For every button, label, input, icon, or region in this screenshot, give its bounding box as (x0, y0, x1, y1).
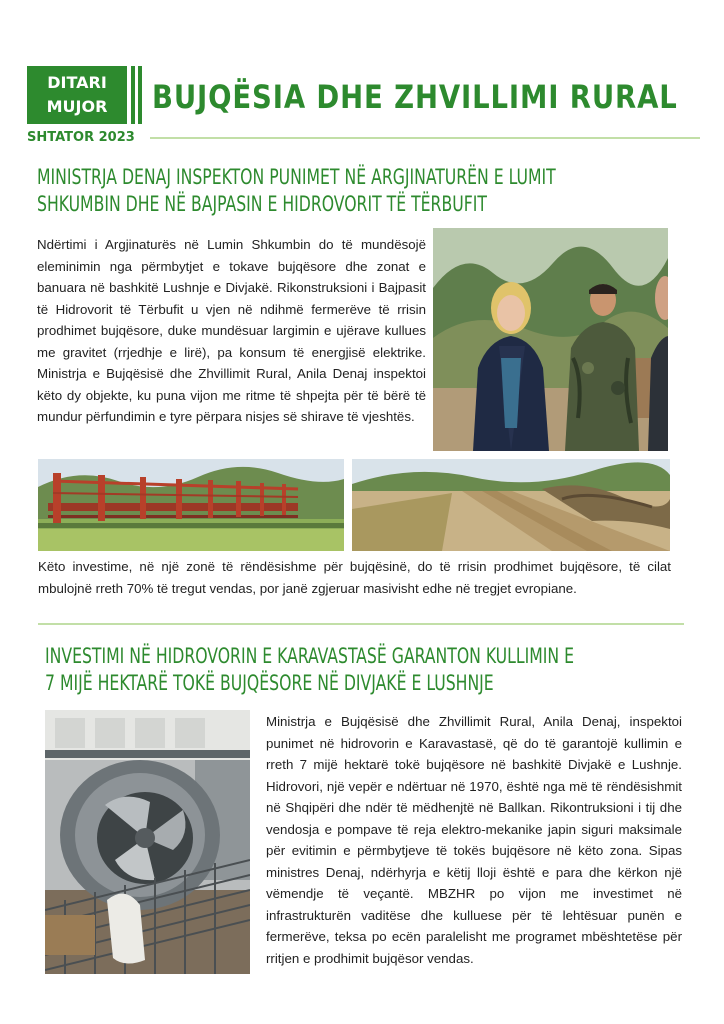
photo-pump-station (45, 710, 250, 974)
masthead-date: SHTATOR 2023 (27, 130, 135, 145)
section-divider (38, 623, 684, 625)
photo-bypass-structure (38, 459, 344, 551)
masthead-title: BUJQËSIA DHE ZHVILLIMI RURAL (152, 78, 678, 116)
masthead-separator-bar (138, 66, 142, 124)
photo-river-embankment (352, 459, 670, 551)
masthead-separator-bar (131, 66, 135, 124)
article2-body: Ministrja e Bujqësisë dhe Zhvillimit Rural, Anila Denaj, inspektoi punimet në hidrovorin e Karavastasë, që do të garantojë kullimin e rreth 7 mijë hektarë tokë bujqësore në bashkitë Divjakë e Lushnje. Hidrovori, një vepër e ndërtuar në 1970, është nga më të rëndësishmit në Shqipëri dhe ndër të mëdhenjtë në Ballkan. Rikontruksioni i tij dhe vendosja e pompave të reja elektro-mekanike japin siguri maksimale për evitimin e përmbytjeve të tokës bujqësore në këto zona. Sipas ministres Denaj, ndërhyrja e këtij lloji është e para dhe kërkon një vëmendje të veçantë. MBZHR po vijon me investimet në infrastrukturën vaditëse dhe kulluese për të lehtësuar punën e fermerëve, teksa po ecën paralelisht me programet mbështetëse për rritjen e prodhimit bujqësor vendas. (266, 714, 682, 966)
article1-headline-line2: SHKUMBIN DHE NË BAJPASIN E HIDROVORIT TË TËRBUFIT (37, 192, 487, 216)
masthead-badge (27, 66, 127, 124)
article2-headline-line1: INVESTIMI NË HIDROVORIN E KARAVASTASË GARANTON KULLIMIN E (45, 644, 575, 668)
photo-minister-inspection (433, 228, 668, 451)
article1-headline (37, 164, 556, 218)
masthead-badge-line1: DITARI (47, 73, 107, 92)
masthead-badge-line2: MUJOR (46, 97, 108, 116)
article1-caption: Këto investime, në një zonë të rëndësishme për bujqësinë, do të rrisin prodhimet bujqësore, të cilat mbulojnë rreth 70% të tregut vendas, por janë zgjeruar masivisht edhe në tregjet evropiane. (38, 559, 671, 596)
article2-headline-line2: 7 MIJË HEKTARË TOKË BUJQËSORE NË DIVJAKË E LUSHNJE (45, 671, 494, 695)
article1-headline-line1: MINISTRJA DENAJ INSPEKTON PUNIMET NË ARGJINATURËN E LUMIT (37, 165, 556, 189)
masthead-rule (150, 137, 700, 139)
article1-body: Ndërtimi i Argjinaturës në Lumin Shkumbin do të mundësojë eleminimin nga përmbytjet e tokave bujqësore dhe zonat e banuara në bashkitë Lushnje e Divjakë. Rikonstruksioni i Bajpasit të Hidrovorit të Tërbufit u vjen në ndihmë fermerëve të rrisin prodhimet bujqësore, duke mundësuar largimin e ujërave kullues me gravitet (rrjedhje e lirë), pa konsum të energjisë elektrike. Ministrja e Bujqësisë dhe Zhvillimit Rural, Anila Denaj inspektoi këto dy objekte, ku puna vijon me ritme të shpejta për të bërë të mundur përfundimin e tyre përpara nisjes së shirave të vjeshtës. (37, 237, 426, 424)
article2-headline (45, 643, 574, 697)
